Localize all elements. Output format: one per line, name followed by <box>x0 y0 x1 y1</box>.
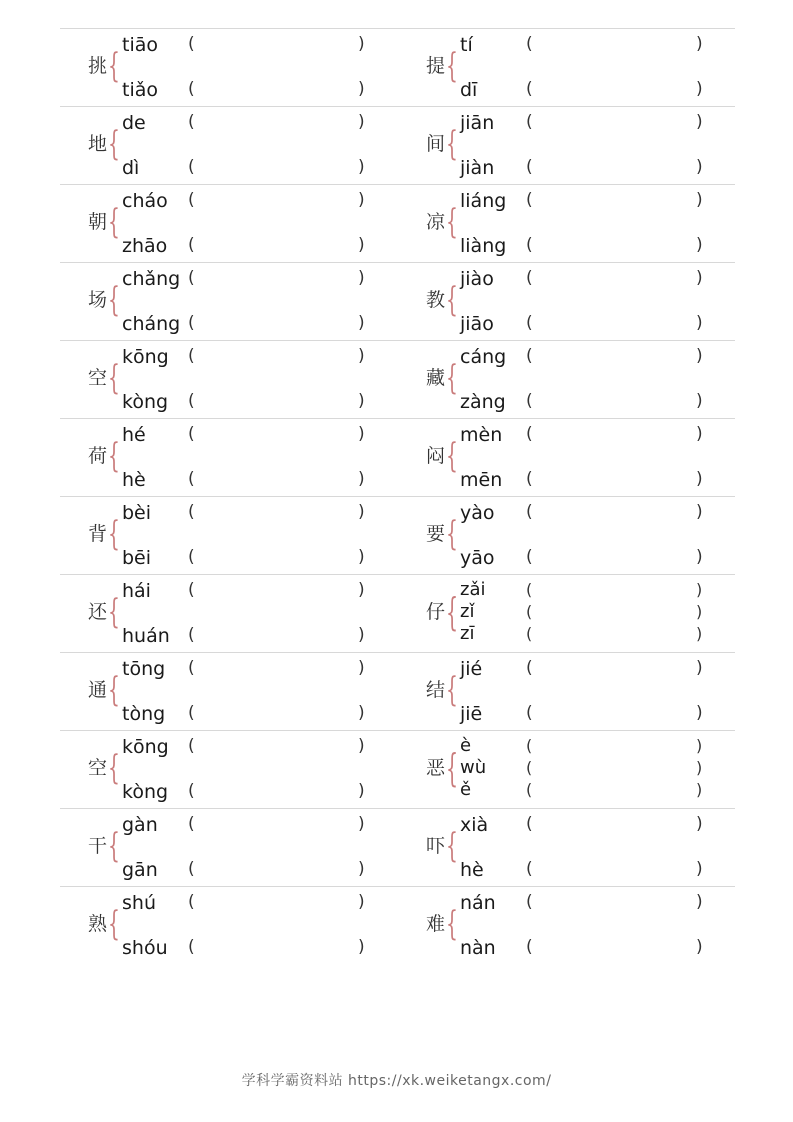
pinyin-label: huán <box>122 625 170 647</box>
close-paren: ) <box>358 547 365 567</box>
close-paren: ) <box>696 602 703 621</box>
table-row <box>60 418 735 496</box>
reading-line <box>122 735 370 759</box>
reading-line <box>460 267 708 291</box>
close-paren: ) <box>358 235 365 255</box>
polyphone-entry <box>398 731 735 808</box>
reading-line <box>122 390 370 414</box>
footer-watermark: 学科学霸资料站 https://xk.weiketangx.com/ <box>241 1073 552 1089</box>
reading-line <box>122 267 370 291</box>
curly-brace-icon: { <box>446 514 458 554</box>
hanzi-character: 通 <box>88 679 108 701</box>
open-paren: ( <box>188 703 195 723</box>
open-paren: ( <box>188 892 195 912</box>
reading-line <box>460 657 708 681</box>
close-paren: ) <box>358 424 365 444</box>
open-paren: ( <box>188 313 195 333</box>
reading-line <box>460 546 708 570</box>
open-paren: ( <box>526 892 533 912</box>
hanzi-character: 地 <box>88 133 108 155</box>
close-paren: ) <box>696 758 703 777</box>
polyphone-entry <box>398 497 735 574</box>
close-paren: ) <box>696 624 703 643</box>
close-paren: ) <box>358 658 365 678</box>
open-paren: ( <box>188 736 195 756</box>
reading-line <box>460 623 708 645</box>
polyphone-entry <box>398 887 735 964</box>
close-paren: ) <box>696 658 703 678</box>
reading-line <box>122 858 370 882</box>
open-paren: ( <box>526 469 533 489</box>
pinyin-label: liáng <box>460 190 507 212</box>
close-paren: ) <box>696 424 703 444</box>
curly-brace-icon: { <box>108 670 120 710</box>
pinyin-label: chǎng <box>122 268 181 290</box>
reading-line <box>460 891 708 915</box>
open-paren: ( <box>188 658 195 678</box>
curly-brace-icon: { <box>446 46 458 86</box>
pinyin-label: tòng <box>122 703 166 725</box>
pinyin-label: kōng <box>122 346 169 368</box>
close-paren: ) <box>696 502 703 522</box>
reading-line <box>122 624 370 648</box>
table-row <box>60 340 735 418</box>
curly-brace-icon: { <box>446 358 458 398</box>
open-paren: ( <box>526 235 533 255</box>
hanzi-character: 恶 <box>426 757 446 779</box>
curly-brace-icon: { <box>446 746 459 790</box>
polyphone-entry <box>60 497 397 574</box>
reading-line <box>122 468 370 492</box>
reading-line <box>460 779 708 801</box>
curly-brace-icon: { <box>446 670 458 710</box>
close-paren: ) <box>696 814 703 834</box>
pinyin-label: zhāo <box>122 235 168 257</box>
close-paren: ) <box>696 313 703 333</box>
table-row <box>60 106 735 184</box>
table-row <box>60 808 735 886</box>
open-paren: ( <box>526 313 533 333</box>
reading-line <box>122 78 370 102</box>
polyphone-entry <box>60 419 397 496</box>
reading-line <box>460 813 708 837</box>
curly-brace-icon: { <box>108 748 120 788</box>
pinyin-label: kòng <box>122 391 169 413</box>
curly-brace-icon: { <box>446 826 458 866</box>
curly-brace-icon: { <box>108 202 120 242</box>
pinyin-label: zǐ <box>460 601 475 622</box>
close-paren: ) <box>696 112 703 132</box>
hanzi-character: 闷 <box>426 445 446 467</box>
polyphone-entry <box>398 419 735 496</box>
close-paren: ) <box>696 34 703 54</box>
reading-line <box>460 757 708 779</box>
open-paren: ( <box>188 814 195 834</box>
open-paren: ( <box>188 424 195 444</box>
pinyin-label: tōng <box>122 658 166 680</box>
curly-brace-icon: { <box>446 280 458 320</box>
close-paren: ) <box>358 157 365 177</box>
pinyin-label: hè <box>460 859 484 881</box>
open-paren: ( <box>188 79 195 99</box>
close-paren: ) <box>358 814 365 834</box>
open-paren: ( <box>526 547 533 567</box>
polyphone-entry <box>60 263 397 340</box>
close-paren: ) <box>358 781 365 801</box>
pinyin-label: nán <box>460 892 496 914</box>
open-paren: ( <box>526 79 533 99</box>
reading-line <box>460 312 708 336</box>
pinyin-label: jiē <box>460 703 483 725</box>
hanzi-character: 荷 <box>88 445 108 467</box>
close-paren: ) <box>358 469 365 489</box>
curly-brace-icon: { <box>108 592 120 632</box>
hanzi-character: 凉 <box>426 211 446 233</box>
close-paren: ) <box>358 580 365 600</box>
pinyin-label: jiàn <box>460 157 495 179</box>
pinyin-label: yāo <box>460 547 495 569</box>
open-paren: ( <box>526 268 533 288</box>
hanzi-character: 间 <box>426 133 446 155</box>
open-paren: ( <box>188 859 195 879</box>
pinyin-label: cháng <box>122 313 181 335</box>
reading-line <box>460 936 708 960</box>
hanzi-character: 提 <box>426 55 446 77</box>
open-paren: ( <box>526 758 533 777</box>
reading-line <box>122 423 370 447</box>
close-paren: ) <box>696 859 703 879</box>
open-paren: ( <box>188 580 195 600</box>
open-paren: ( <box>526 34 533 54</box>
open-paren: ( <box>188 34 195 54</box>
hanzi-character: 难 <box>426 913 446 935</box>
pinyin-label: mèn <box>460 424 503 446</box>
open-paren: ( <box>526 703 533 723</box>
polyphone-entry <box>398 107 735 184</box>
open-paren: ( <box>526 780 533 799</box>
open-paren: ( <box>526 937 533 957</box>
table-row <box>60 262 735 340</box>
table-row <box>60 184 735 262</box>
polyphone-entry <box>60 185 397 262</box>
pinyin-label: xià <box>460 814 489 836</box>
reading-line <box>122 936 370 960</box>
close-paren: ) <box>696 937 703 957</box>
close-paren: ) <box>696 235 703 255</box>
hanzi-character: 挑 <box>88 55 108 77</box>
close-paren: ) <box>358 112 365 132</box>
hanzi-character: 要 <box>426 523 446 545</box>
pinyin-label: kòng <box>122 781 169 803</box>
hanzi-character: 仔 <box>426 601 446 623</box>
reading-line <box>460 858 708 882</box>
pinyin-label: shú <box>122 892 156 914</box>
polyphone-exercise-sheet <box>60 28 735 964</box>
hanzi-character: 结 <box>426 679 446 701</box>
pinyin-label: kōng <box>122 736 169 758</box>
polyphone-entry <box>60 29 397 106</box>
reading-line <box>460 33 708 57</box>
close-paren: ) <box>358 859 365 879</box>
open-paren: ( <box>526 502 533 522</box>
pinyin-label: cáng <box>460 346 507 368</box>
polyphone-entry <box>398 263 735 340</box>
reading-line <box>122 312 370 336</box>
reading-line <box>122 579 370 603</box>
reading-line <box>460 735 708 757</box>
pinyin-label: è <box>460 735 472 756</box>
open-paren: ( <box>526 859 533 879</box>
pinyin-label: hé <box>122 424 146 446</box>
close-paren: ) <box>696 547 703 567</box>
reading-line <box>460 702 708 726</box>
open-paren: ( <box>526 391 533 411</box>
open-paren: ( <box>526 736 533 755</box>
reading-line <box>460 601 708 623</box>
close-paren: ) <box>696 346 703 366</box>
hanzi-character: 教 <box>426 289 446 311</box>
curly-brace-icon: { <box>108 46 120 86</box>
hanzi-character: 熟 <box>88 913 108 935</box>
polyphone-entry <box>398 341 735 418</box>
pinyin-label: dī <box>460 79 478 101</box>
close-paren: ) <box>696 703 703 723</box>
reading-line <box>460 390 708 414</box>
pinyin-label: tiāo <box>122 34 158 56</box>
reading-line <box>460 579 708 601</box>
reading-line <box>460 78 708 102</box>
curly-brace-icon: { <box>446 590 459 634</box>
polyphone-entry <box>60 341 397 418</box>
open-paren: ( <box>188 190 195 210</box>
reading-line <box>460 501 708 525</box>
open-paren: ( <box>188 235 195 255</box>
open-paren: ( <box>526 424 533 444</box>
reading-line <box>122 546 370 570</box>
open-paren: ( <box>526 658 533 678</box>
open-paren: ( <box>526 346 533 366</box>
open-paren: ( <box>526 112 533 132</box>
curly-brace-icon: { <box>108 124 120 164</box>
pinyin-label: hè <box>122 469 146 491</box>
close-paren: ) <box>696 268 703 288</box>
hanzi-character: 场 <box>88 289 108 311</box>
close-paren: ) <box>696 79 703 99</box>
open-paren: ( <box>188 112 195 132</box>
reading-line <box>122 345 370 369</box>
polyphone-entry <box>60 809 397 886</box>
close-paren: ) <box>696 157 703 177</box>
pinyin-label: tí <box>460 34 473 56</box>
curly-brace-icon: { <box>108 514 120 554</box>
reading-line <box>122 891 370 915</box>
pinyin-label: shóu <box>122 937 168 959</box>
open-paren: ( <box>188 268 195 288</box>
curly-brace-icon: { <box>446 904 458 944</box>
open-paren: ( <box>188 157 195 177</box>
open-paren: ( <box>188 781 195 801</box>
close-paren: ) <box>358 313 365 333</box>
pinyin-label: hái <box>122 580 151 602</box>
reading-line <box>460 111 708 135</box>
close-paren: ) <box>358 268 365 288</box>
reading-line <box>122 33 370 57</box>
open-paren: ( <box>526 157 533 177</box>
table-row <box>60 574 735 652</box>
hanzi-character: 藏 <box>426 367 446 389</box>
reading-line <box>122 657 370 681</box>
open-paren: ( <box>188 625 195 645</box>
pinyin-label: dì <box>122 157 140 179</box>
pinyin-label: wù <box>460 757 487 778</box>
open-paren: ( <box>188 937 195 957</box>
table-row <box>60 652 735 730</box>
reading-line <box>122 156 370 180</box>
hanzi-character: 空 <box>88 757 108 779</box>
close-paren: ) <box>358 34 365 54</box>
polyphone-entry <box>398 653 735 730</box>
polyphone-entry <box>398 809 735 886</box>
hanzi-character: 背 <box>88 523 108 545</box>
reading-line <box>122 501 370 525</box>
close-paren: ) <box>696 580 703 599</box>
pinyin-label: zǎi <box>460 579 486 600</box>
close-paren: ) <box>358 892 365 912</box>
reading-line <box>122 813 370 837</box>
close-paren: ) <box>358 346 365 366</box>
pinyin-label: cháo <box>122 190 168 212</box>
polyphone-entry <box>60 731 397 808</box>
pinyin-label: gàn <box>122 814 158 836</box>
hanzi-character: 空 <box>88 367 108 389</box>
close-paren: ) <box>358 937 365 957</box>
close-paren: ) <box>358 736 365 756</box>
pinyin-label: jiào <box>460 268 494 290</box>
reading-line <box>122 702 370 726</box>
reading-line <box>460 423 708 447</box>
open-paren: ( <box>188 547 195 567</box>
reading-line <box>122 189 370 213</box>
open-paren: ( <box>188 502 195 522</box>
open-paren: ( <box>526 602 533 621</box>
reading-line <box>460 468 708 492</box>
pinyin-label: yào <box>460 502 495 524</box>
pinyin-label: bèi <box>122 502 152 524</box>
pinyin-label: jié <box>460 658 483 680</box>
close-paren: ) <box>358 79 365 99</box>
curly-brace-icon: { <box>446 124 458 164</box>
reading-line <box>122 234 370 258</box>
pinyin-label: mēn <box>460 469 503 491</box>
curly-brace-icon: { <box>108 280 120 320</box>
polyphone-entry <box>60 575 397 652</box>
open-paren: ( <box>188 391 195 411</box>
hanzi-character: 吓 <box>426 835 446 857</box>
close-paren: ) <box>358 391 365 411</box>
close-paren: ) <box>696 780 703 799</box>
close-paren: ) <box>358 190 365 210</box>
pinyin-label: bēi <box>122 547 152 569</box>
open-paren: ( <box>526 580 533 599</box>
reading-line <box>460 345 708 369</box>
pinyin-label: tiǎo <box>122 79 158 101</box>
hanzi-character: 朝 <box>88 211 108 233</box>
reading-line <box>460 234 708 258</box>
polyphone-entry <box>60 107 397 184</box>
curly-brace-icon: { <box>108 358 120 398</box>
pinyin-label: jiāo <box>460 313 494 335</box>
polyphone-entry <box>60 887 397 964</box>
reading-line <box>460 189 708 213</box>
pinyin-label: gān <box>122 859 158 881</box>
hanzi-character: 干 <box>88 835 108 857</box>
pinyin-label: jiān <box>460 112 495 134</box>
pinyin-label: zàng <box>460 391 506 413</box>
table-row <box>60 730 735 808</box>
open-paren: ( <box>526 814 533 834</box>
close-paren: ) <box>696 892 703 912</box>
pinyin-label: liàng <box>460 235 507 257</box>
table-row <box>60 496 735 574</box>
close-paren: ) <box>358 703 365 723</box>
polyphone-entry <box>398 575 735 652</box>
pinyin-label: de <box>122 112 146 134</box>
pinyin-label: nàn <box>460 937 496 959</box>
polyphone-entry <box>398 29 735 106</box>
pinyin-label: zī <box>460 623 475 644</box>
curly-brace-icon: { <box>446 202 458 242</box>
curly-brace-icon: { <box>108 904 120 944</box>
table-row <box>60 886 735 964</box>
curly-brace-icon: { <box>108 436 120 476</box>
hanzi-character: 还 <box>88 601 108 623</box>
close-paren: ) <box>358 502 365 522</box>
close-paren: ) <box>358 625 365 645</box>
reading-line <box>460 156 708 180</box>
close-paren: ) <box>696 469 703 489</box>
open-paren: ( <box>526 190 533 210</box>
curly-brace-icon: { <box>108 826 120 866</box>
pinyin-label: ě <box>460 779 472 800</box>
close-paren: ) <box>696 190 703 210</box>
close-paren: ) <box>696 736 703 755</box>
open-paren: ( <box>188 469 195 489</box>
curly-brace-icon: { <box>446 436 458 476</box>
open-paren: ( <box>526 624 533 643</box>
table-row <box>60 28 735 106</box>
reading-line <box>122 780 370 804</box>
close-paren: ) <box>696 391 703 411</box>
polyphone-entry <box>398 185 735 262</box>
open-paren: ( <box>188 346 195 366</box>
reading-line <box>122 111 370 135</box>
polyphone-entry <box>60 653 397 730</box>
